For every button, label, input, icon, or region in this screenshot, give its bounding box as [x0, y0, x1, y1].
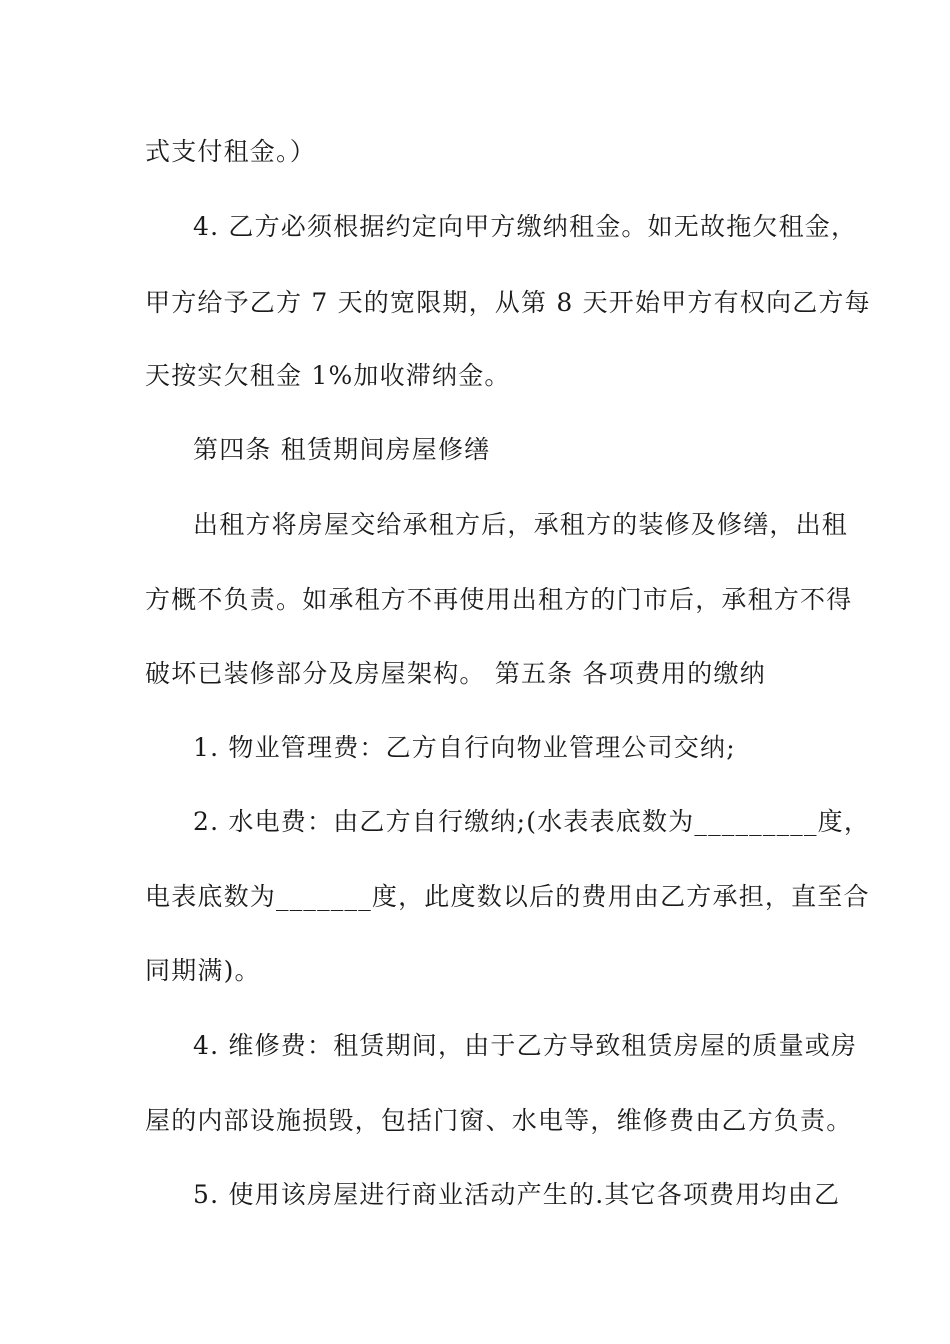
- text-line: 出租方将房屋交给承租方后，承租方的装修及修缮，出租: [193, 510, 849, 539]
- text-line: 4. 乙方必须根据约定向甲方缴纳租金。如无故拖欠租金，: [193, 212, 858, 241]
- text-line: 2. 水电费：由乙方自行缴纳;(水表表底数为_________度，: [193, 807, 871, 836]
- text-line: 式支付租金。）: [145, 137, 316, 166]
- text-line: 屋的内部设施损毁，包括门窗、水电等，维修费由乙方负责。: [145, 1106, 853, 1135]
- text-line: 1. 物业管理费：乙方自行向物业管理公司交纳;: [193, 733, 736, 762]
- text-line: 4. 维修费：租赁期间，由于乙方导致租赁房屋的质量或房: [193, 1031, 858, 1060]
- text-line: 甲方给予乙方 7 天的宽限期，从第 8 天开始甲方有权向乙方每: [145, 288, 871, 317]
- text-line: 破坏已装修部分及房屋架构。 第五条 各项费用的缴纳: [145, 659, 766, 688]
- text-line: 5. 使用该房屋进行商业活动产生的.其它各项费用均由乙: [193, 1180, 841, 1209]
- text-line: 同期满)。: [145, 956, 261, 985]
- section-heading: 第四条 租赁期间房屋修缮: [193, 435, 491, 464]
- text-line: 天按实欠租金 1%加收滞纳金。: [145, 361, 511, 390]
- text-line: 电表底数为_______度，此度数以后的费用由乙方承担，直至合: [145, 882, 870, 911]
- text-line: 方概不负责。如承租方不再使用出租方的门市后，承租方不得: [145, 585, 853, 614]
